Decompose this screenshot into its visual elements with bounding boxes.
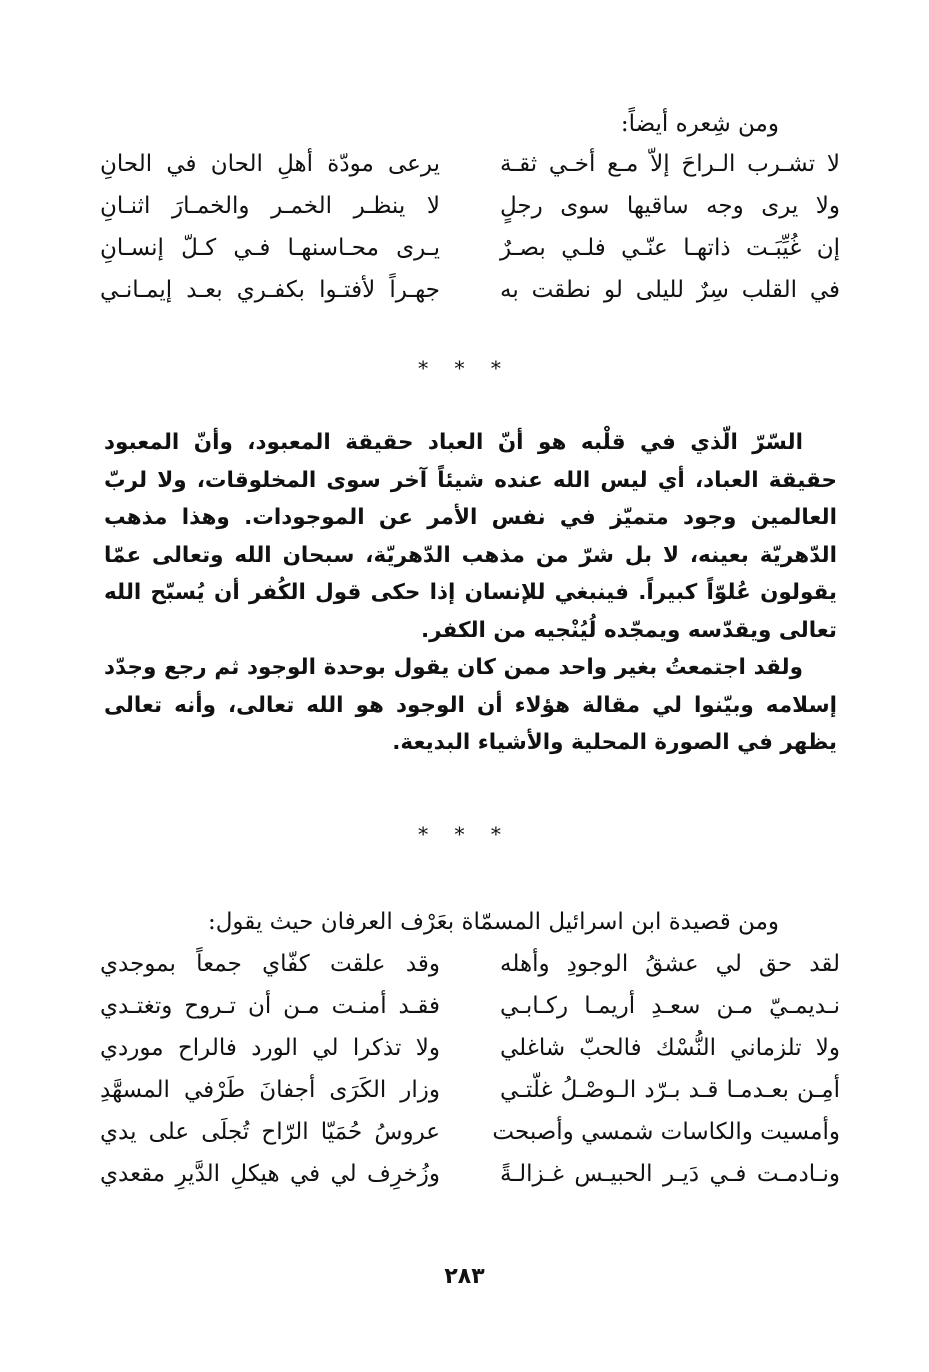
poem-verse bbox=[100, 1114, 840, 1156]
poem-section-1 bbox=[100, 146, 840, 314]
verse-first-hemistich: في القلب سِرٌ لليلى لو نطقت به bbox=[500, 277, 840, 303]
verse-second-hemistich: وزُخرِف لي في هيكلِ الدَّيرِ مقعدي bbox=[100, 1161, 440, 1187]
poem-verse bbox=[100, 272, 840, 314]
poem-verse bbox=[100, 1030, 840, 1072]
verse-first-hemistich: وأمسيت والكاسات شمسي وأصبحت bbox=[492, 1119, 840, 1145]
poem-verse bbox=[100, 188, 840, 230]
verse-second-hemistich: فقـد أمنـت مـن أن تـروح وتغتـدي bbox=[100, 993, 440, 1019]
prose-block bbox=[104, 424, 837, 762]
poem-verse bbox=[100, 146, 840, 188]
verse-second-hemistich: ولا تذكرا لي الورد فالراح موردي bbox=[100, 1035, 440, 1061]
verse-second-hemistich: وقد علقت كفّاي جمعاً بموجدي bbox=[100, 951, 440, 977]
verse-first-hemistich: أمِـن بعـدمـا قـد بـرّد الـوصْـلُ غلّتـي bbox=[500, 1077, 840, 1103]
verse-first-hemistich: نـديمـيّ مـن سعـدِ أريمـا ركـابـي bbox=[500, 993, 840, 1019]
section-divider: * * * bbox=[418, 822, 511, 846]
poem-section-2 bbox=[100, 946, 840, 1198]
poem-verse bbox=[100, 988, 840, 1030]
poem-intro: ومن قصيدة ابن اسرائيل المسمّاة بعَرْف العرفان حيث يقول: bbox=[207, 909, 779, 935]
verse-second-hemistich: لا ينظـر الخمـر والخمـارَ اثنـانِ bbox=[100, 193, 440, 219]
verse-second-hemistich: عروسُ حُمَيّا الرّاح تُجلَى على يدي bbox=[100, 1119, 440, 1145]
poem-verse bbox=[100, 1156, 840, 1198]
verse-first-hemistich: لقد حق لي عشقُ الوجودِ وأهله bbox=[500, 951, 840, 977]
prose-paragraph: السّرّ الّذي في قلْبه هو أنّ العباد حقيقة المعبود، وأنّ المعبود حقيقة العباد، أي ليس الله عنده شيئاً آخر سوى المخلوقات، ولا لربّ العالمين وجود متميّز في نفس الأمر عن الموجودات. وهذا مذهب الدّهريّة بعينه، لا بل شرّ من مذهب الدّهريّة، سبحان الله وتعالى عمّا يقولون عُلوّاً كبيراً. فينبغي للإنسان إذا حكى قول الكُفر أن يُسبّح الله تعالى ويقدّسه ويمجّده لُيُنْجيه من الكفر. bbox=[104, 430, 837, 643]
verse-first-hemistich: لا تشـرب الـراحَ إلاّ مـع أخـي ثقـة bbox=[500, 151, 840, 177]
verse-second-hemistich: جهـراً لأفتـوا بكفـري بعـد إيمـانـي bbox=[100, 277, 440, 303]
verse-first-hemistich: ولا تلزماني النُّسْك فالحبّ شاغلي bbox=[500, 1035, 840, 1061]
prose-paragraph: ولقد اجتمعتُ بغير واحد ممن كان يقول بوحدة الوجود ثم رجع وجدّد إسلامه وبيّنوا لي مقالة هؤلاء أن الوجود هو الله تعالى، وأنه تعالى يظهر في الصورة المحلية والأشياء البديعة. bbox=[104, 655, 837, 755]
verse-second-hemistich: يرعى مودّة أهلِ الحان في الحانِ bbox=[100, 151, 440, 177]
verse-first-hemistich: ونـادمـت فـي دَيـر الحبيـس غـزالـةً bbox=[500, 1161, 840, 1187]
verse-second-hemistich: وزار الكَرَى أجفانَ طَرْفي المسهَّدِ bbox=[100, 1077, 440, 1103]
section-divider: * * * bbox=[418, 356, 511, 380]
verse-first-hemistich: إن غُيِّبَـت ذاتهـا عنّـي فلـي بصـرٌ bbox=[500, 235, 840, 261]
poem-verse bbox=[100, 946, 840, 988]
poem-verse bbox=[100, 1072, 840, 1114]
page-number: ٢٨٣ bbox=[444, 1264, 485, 1289]
poem-verse bbox=[100, 230, 840, 272]
poem-intro: ومن شِعره أيضاً: bbox=[620, 111, 779, 137]
verse-first-hemistich: ولا يرى وجه ساقيها سوى رجلٍ bbox=[500, 193, 840, 219]
verse-second-hemistich: يـرى محـاسنهـا فـي كـلّ إنسـانِ bbox=[100, 235, 440, 261]
